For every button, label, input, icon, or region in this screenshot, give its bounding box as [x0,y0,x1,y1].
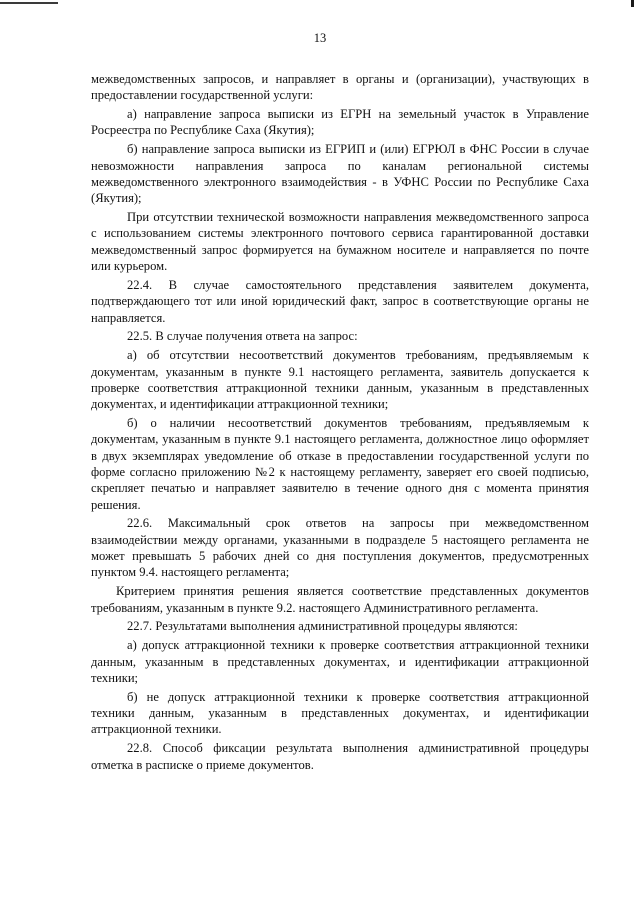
paragraph-no-technical-possibility: При отсутствии технической возможности направления межведомственного запроса с использованием системы электронного почтового сервиса гарантированной доставки межведомственный запрос формируется на бумажном носителе и направляется по почте или курьером. [91,210,589,274]
paragraph-22-5-b: б) о наличии несоответствий документов требованиям, предъявляемым к документам, указанным в пункте 9.1 настоящего регламента, должностное лицо оформляет в двух экземплярах уведомление об отказе в предоставлении государственной услуги по форме согласно приложению №2 к настоящему регламенту, заверяет его своей подписью, скрепляет печатью и направляет заявителю в течение одного дня с момента принятия решения. [91,416,589,512]
paragraph-decision-criterion: Критерием принятия решения является соответствие представленных документов требованиям, указанным в пункте 9.2. настоящего Административного регламента. [91,584,589,615]
scan-artifact-mark [631,0,634,7]
paragraph-22-6: 22.6. Максимальный срок ответов на запросы при межведомственном взаимодействии между органами, указанными в подразделе 5 настоящего регламента не может превышать 5 рабочих дней со дня поступления документов, предусмотренных пунктом 9.4. настоящего регламента; [91,516,589,580]
scan-artifact-line [0,2,58,4]
paragraph-22-7-b: б) не допуск аттракционной техники к проверке соответствия аттракционной техники данным, указанным в представленных документах, и идентификации аттракционной техники. [91,689,589,737]
page-number: 13 [313,31,327,45]
paragraph-22-4: 22.4. В случае самостоятельного представления заявителем документа, подтверждающего тот или иной юридический факт, запрос в соответствующие органы не направляется. [91,277,589,325]
paragraph-item-a-egrn: а) направление запроса выписки из ЕГРН на земельный участок в Управление Росреестра по Республике Саха (Якутия); [91,107,589,138]
document-body [91,71,589,775]
paragraph-continuation: межведомственных запросов, и направляет в органы и (организации), участвующих в предоставлении государственной услуги: [91,72,589,103]
paragraph-22-5-a: а) об отсутствии несоответствий документов требованиям, предъявляемым к документам, указанным в пункте 9.1 настоящего регламента, заявитель допускается к проверке соответствия аттракционной техники данным, указанным в представленных документах, и идентификации аттракционной техники; [91,348,589,412]
paragraph-22-5: 22.5. В случае получения ответа на запрос: [127,329,358,344]
paragraph-22-7: 22.7. Результатами выполнения административной процедуры являются: [127,619,518,634]
paragraph-22-7-a: а) допуск аттракционной техники к проверке соответствия аттракционной техники данным, указанным в представленных документах, и идентификации аттракционной техники; [91,638,589,685]
paragraph-item-b-egrip: б) направление запроса выписки из ЕГРИП и (или) ЕГРЮЛ в ФНС России в случае невозможности направления запроса по каналам региональной системы межведомственного электронного взаимодействия - в УФНС России по Республике Саха (Якутия); [91,142,589,206]
paragraph-22-8: 22.8. Способ фиксации результата выполнения административной процедуры отметка в расписке о приеме документов. [91,741,589,772]
